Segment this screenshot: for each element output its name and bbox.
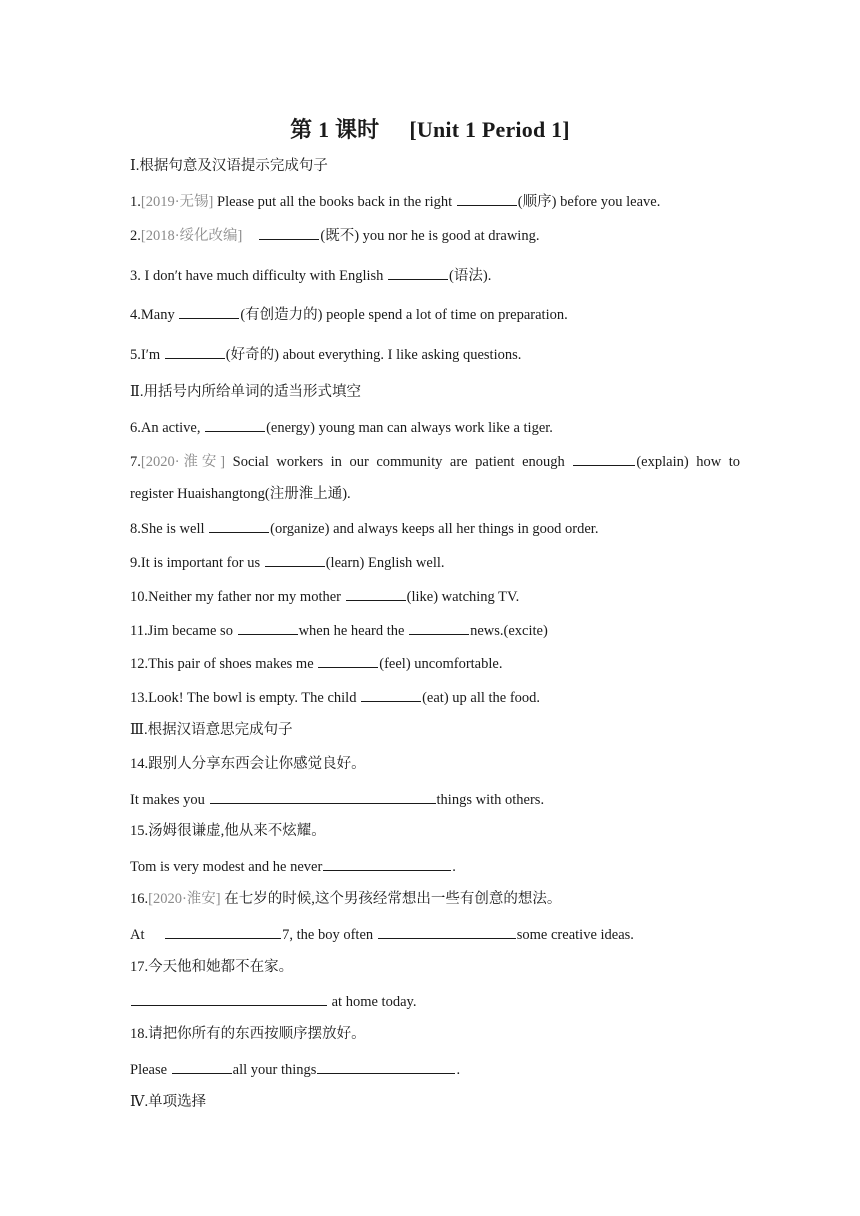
question-16-prompt: 16.[2020·淮安] 在七岁的时候,这个男孩经常想出一些有创意的想法。 [130, 891, 562, 907]
question-15-prompt: 15.汤姆很谦虚,他从来不炫耀。 [130, 823, 326, 839]
answer-blank[interactable] [409, 620, 469, 635]
answer-blank[interactable] [131, 991, 327, 1006]
answer-blank[interactable] [165, 344, 225, 359]
answer-blank[interactable] [457, 191, 517, 206]
section-heading-3: Ⅲ.根据汉语意思完成句子 [130, 722, 293, 738]
page-title [0, 113, 860, 144]
question-7: 7.[2020·淮安] Social workers in our community are patient enough (explain) how to [130, 451, 740, 471]
answer-blank[interactable] [388, 265, 448, 280]
question-15: Tom is very modest and he never . [130, 856, 740, 876]
answer-blank[interactable] [378, 924, 516, 939]
question-18-prompt: 18.请把你所有的东西按顺序摆放好。 [130, 1026, 366, 1042]
answer-blank[interactable] [209, 518, 269, 533]
answer-blank[interactable] [361, 687, 421, 702]
question-1: 1.[2019·无锡] Please put all the books back in the right (顺序) before you leave. [130, 191, 740, 211]
question-8: 8.She is well (organize) and always keeps all her things in good order. [130, 518, 740, 538]
question-5: 5.I′m (好奇的) about everything. I like asking questions. [130, 344, 740, 364]
answer-blank[interactable] [205, 417, 265, 432]
question-6: 6.An active, (energy) young man can always work like a tiger. [130, 417, 740, 437]
question-17-prompt: 17.今天他和她都不在家。 [130, 959, 294, 975]
answer-blank[interactable] [265, 552, 325, 567]
answer-blank[interactable] [323, 856, 451, 871]
question-14-prompt: 14.跟别人分享东西会让你感觉良好。 [130, 756, 366, 772]
question-2: 2.[2018·绥化改编] (既不) you nor he is good at drawing. [130, 225, 740, 245]
question-13: 13.Look! The bowl is empty. The child (eat) up all the food. [130, 687, 740, 707]
question-16: At 7, the boy often some creative ideas. [130, 924, 740, 944]
answer-blank[interactable] [317, 1059, 455, 1074]
section-heading-4: Ⅳ.单项选择 [130, 1094, 207, 1110]
answer-blank[interactable] [179, 304, 239, 319]
question-9: 9.It is important for us (learn) English well. [130, 552, 740, 572]
question-12: 12.This pair of shoes makes me (feel) uncomfortable. [130, 653, 740, 673]
question-source: [2018·绥化改编] [140, 228, 243, 244]
question-14: It makes you things with others. [130, 789, 740, 809]
title-unit: [Unit 1 Period 1] [409, 117, 570, 142]
title-lesson: 第 1 课时 [290, 117, 380, 142]
answer-blank[interactable] [210, 789, 436, 804]
question-4: 4.Many (有创造力的) people spend a lot of time on preparation. [130, 304, 740, 324]
question-11: 11.Jim became so when he heard the news.(excite) [130, 620, 740, 640]
answer-blank[interactable] [318, 653, 378, 668]
answer-blank[interactable] [165, 924, 281, 939]
question-source: [2020·淮安] [148, 891, 221, 907]
question-7-continued: register Huaishangtong(注册淮上通). [130, 486, 351, 502]
answer-blank[interactable] [238, 620, 298, 635]
answer-blank[interactable] [573, 451, 635, 466]
answer-blank[interactable] [172, 1059, 232, 1074]
answer-blank[interactable] [346, 586, 406, 601]
answer-blank[interactable] [259, 225, 319, 240]
question-17: at home today. [130, 991, 740, 1011]
question-3: 3. I don′t have much difficulty with English (语法). [130, 265, 740, 285]
question-source: [2019·无锡] [140, 194, 214, 210]
question-10: 10.Neither my father nor my mother (like) watching TV. [130, 586, 740, 606]
question-source: [2020·淮安] [140, 454, 226, 470]
section-heading-2: Ⅱ.用括号内所给单词的适当形式填空 [130, 384, 361, 400]
question-18: Please all your things . [130, 1059, 740, 1079]
section-heading-1: Ⅰ.根据句意及汉语提示完成句子 [130, 158, 328, 174]
